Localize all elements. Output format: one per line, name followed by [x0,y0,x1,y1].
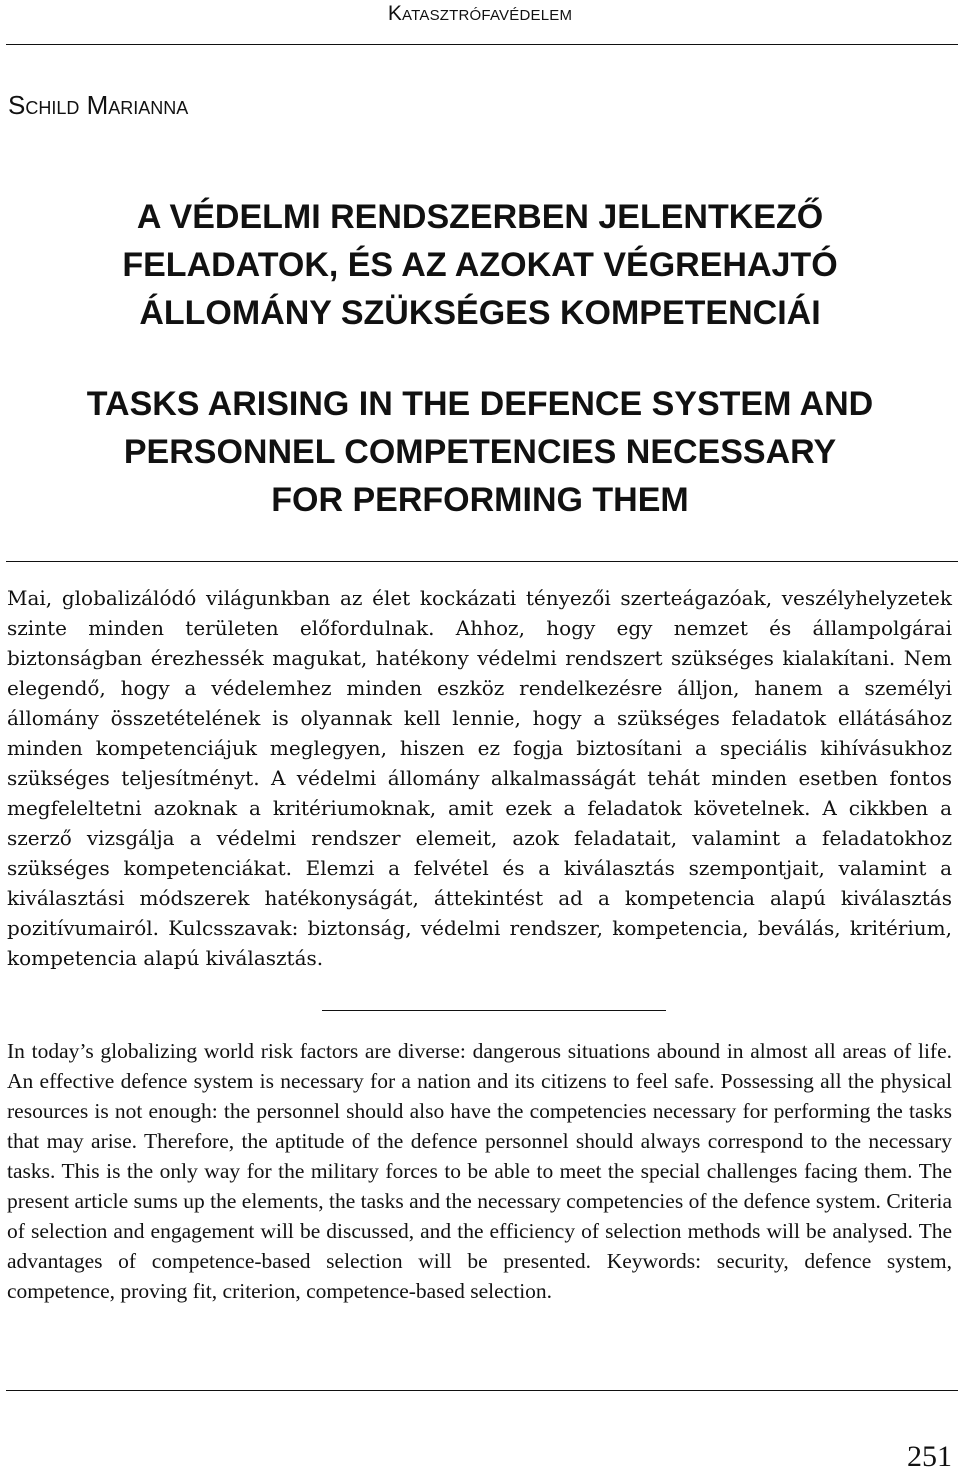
abstract-english: In today’s globalizing world risk factors are diverse: dangerous situations abound in almost all areas of life. An effective defence system is necessary for a nation and its citizens to feel safe. Possessing all the physical resources is not enough: the personnel should also have the competencies necessary for performing the tasks that may arise. Therefore, the aptitude of the defence personnel should always correspond to the necessary tasks. This is the only way for the military forces to be able to meet the special challenges facing them. The present article sums up the elements, the tasks and the necessary competencies of the defence system. Criteria of selection and engagement will be discussed, and the efficiency of selection methods will be analysed. The advantages of competence-based selection will be presented. Keywords: security, defence system, competence, proving fit, criterion, competence-based selection. [7,1039,952,1303]
title-hungarian [0,193,960,337]
running-head: Katasztrófavédelem [387,2,573,25]
title-hungarian-line: FELADATOK, ÉS AZ AZOKAT VÉGREHAJTÓ [122,246,838,284]
author-name: Schild Marianna [8,90,189,120]
title-english-line: TASKS ARISING IN THE DEFENCE SYSTEM AND [86,385,874,423]
section-rule-top [6,561,958,562]
section-rule-bottom [6,1390,958,1391]
title-english-line: PERSONNEL COMPETENCIES NECESSARY [123,433,837,471]
title-english [0,380,960,524]
title-hungarian-line: ÁLLOMÁNY SZÜKSÉGES KOMPETENCIÁI [139,294,821,332]
title-english-line: FOR PERFORMING THEM [271,481,689,519]
title-hungarian-line: A VÉDELMI RENDSZERBEN JELENTKEZŐ [136,198,824,236]
abstract-hungarian: Mai, globalizálódó világunkban az élet kockázati tényezői szerteágazóak, veszélyhelyzetek szinte minden területen előfordulnak. Ahhoz, hogy egy nemzet és állampolgárai biztonságban érezhessék magukat, hatékony védelmi rendszert szükséges kialakítani. Nem elegendő, hogy a védelemhez minden eszköz rendelkezésre álljon, hanem a személyi állomány összetételének is olyannak kell lennie, hogy a szükséges feladatok ellátásához minden kompetenciájuk meglegyen, hiszen ez fogja biztosítani a speciális kihívásukhoz szükséges teljesítményt. A védelmi állomány alkalmasságát tehát minden esetben fontos megfeleltetni azoknak a kritériumoknak, amit ezek a feladatok követelnek. A cikkben a szerző vizsgálja a védelmi rendszer elemeit, azok feladatait, valamint a feladatokhoz szükséges kompetenciákat. Elemzi a felvétel és a kiválasztás szempontjait, valamint a kiválasztási módszerek hatékonyságát, áttekintést ad a kompetencia alapú kiválasztás pozitívumairól. Kulcsszavak: biztonság, védelmi rendszer, kompetencia, beválás, kritérium, kompetencia alapú kiválasztás. [7,586,952,970]
page-number: 251 [907,1440,952,1473]
abstract-separator-rule [322,1010,666,1011]
header-rule [6,44,958,45]
